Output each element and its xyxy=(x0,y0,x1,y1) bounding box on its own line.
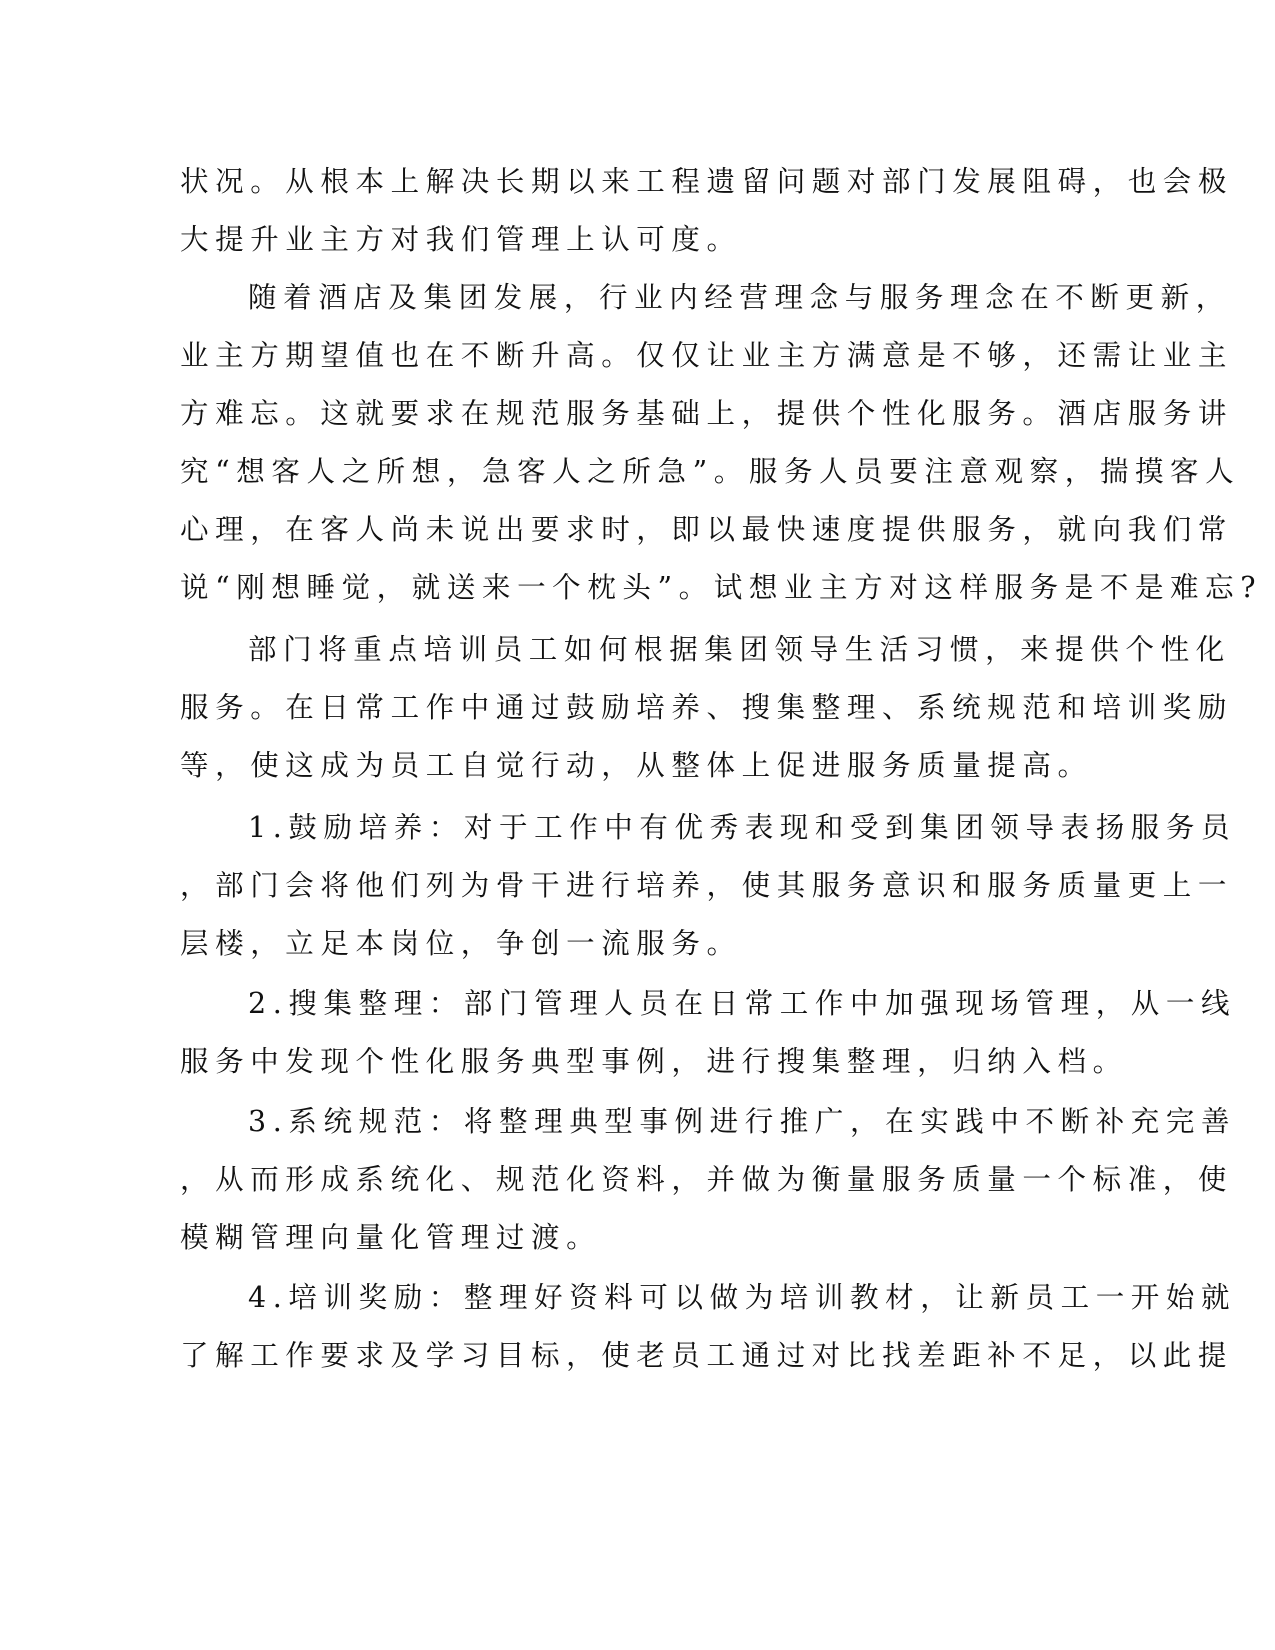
text-line: 状况。从根本上解决长期以来工程遗留问题对部门发展阻碍，也会极 xyxy=(180,165,1234,198)
list-item-1: 1.鼓励培养：对于工作中有优秀表现和受到集团领导表扬服务员 xyxy=(248,811,1237,844)
text-line: 层楼，立足本岗位，争创一流服务。 xyxy=(180,927,742,960)
text-line: 说“刚想睡觉，就送来一个枕头”。试想业主方对这样服务是不是难忘? xyxy=(180,571,1263,604)
paragraph-first-line: 随着酒店及集团发展，行业内经营理念与服务理念在不断更新， xyxy=(248,281,1231,314)
text-line: ，部门会将他们列为骨干进行培养，使其服务意识和服务质量更上一 xyxy=(180,869,1234,902)
text-line: 服务。在日常工作中通过鼓励培养、搜集整理、系统规范和培训奖励 xyxy=(180,691,1234,724)
text-line: 方难忘。这就要求在规范服务基础上，提供个性化服务。酒店服务讲 xyxy=(180,397,1234,430)
text-line: ，从而形成系统化、规范化资料，并做为衡量服务质量一个标准，使 xyxy=(180,1163,1234,1196)
text-line: 了解工作要求及学习目标，使老员工通过对比找差距补不足，以此提 xyxy=(180,1339,1234,1372)
text-line: 等，使这成为员工自觉行动，从整体上促进服务质量提高。 xyxy=(180,749,1093,782)
text-line: 业主方期望值也在不断升高。仅仅让业主方满意是不够，还需让业主 xyxy=(180,339,1234,372)
text-line: 模糊管理向量化管理过渡。 xyxy=(180,1221,602,1254)
list-item-2: 2.搜集整理：部门管理人员在日常工作中加强现场管理，从一线 xyxy=(248,987,1237,1020)
text-line: 大提升业主方对我们管理上认可度。 xyxy=(180,223,742,256)
list-item-4: 4.培训奖励：整理好资料可以做为培训教材，让新员工一开始就 xyxy=(248,1281,1237,1314)
text-line: 心理，在客人尚未说出要求时，即以最快速度提供服务，就向我们常 xyxy=(180,513,1234,546)
text-line: 服务中发现个性化服务典型事例，进行搜集整理，归纳入档。 xyxy=(180,1045,1128,1078)
list-item-3: 3.系统规范：将整理典型事例进行推广，在实践中不断补充完善 xyxy=(248,1105,1237,1138)
text-line: 究“想客人之所想，急客人之所急”。服务人员要注意观察，揣摸客人 xyxy=(180,455,1241,488)
paragraph-first-line: 部门将重点培训员工如何根据集团领导生活习惯，来提供个性化 xyxy=(248,633,1231,666)
